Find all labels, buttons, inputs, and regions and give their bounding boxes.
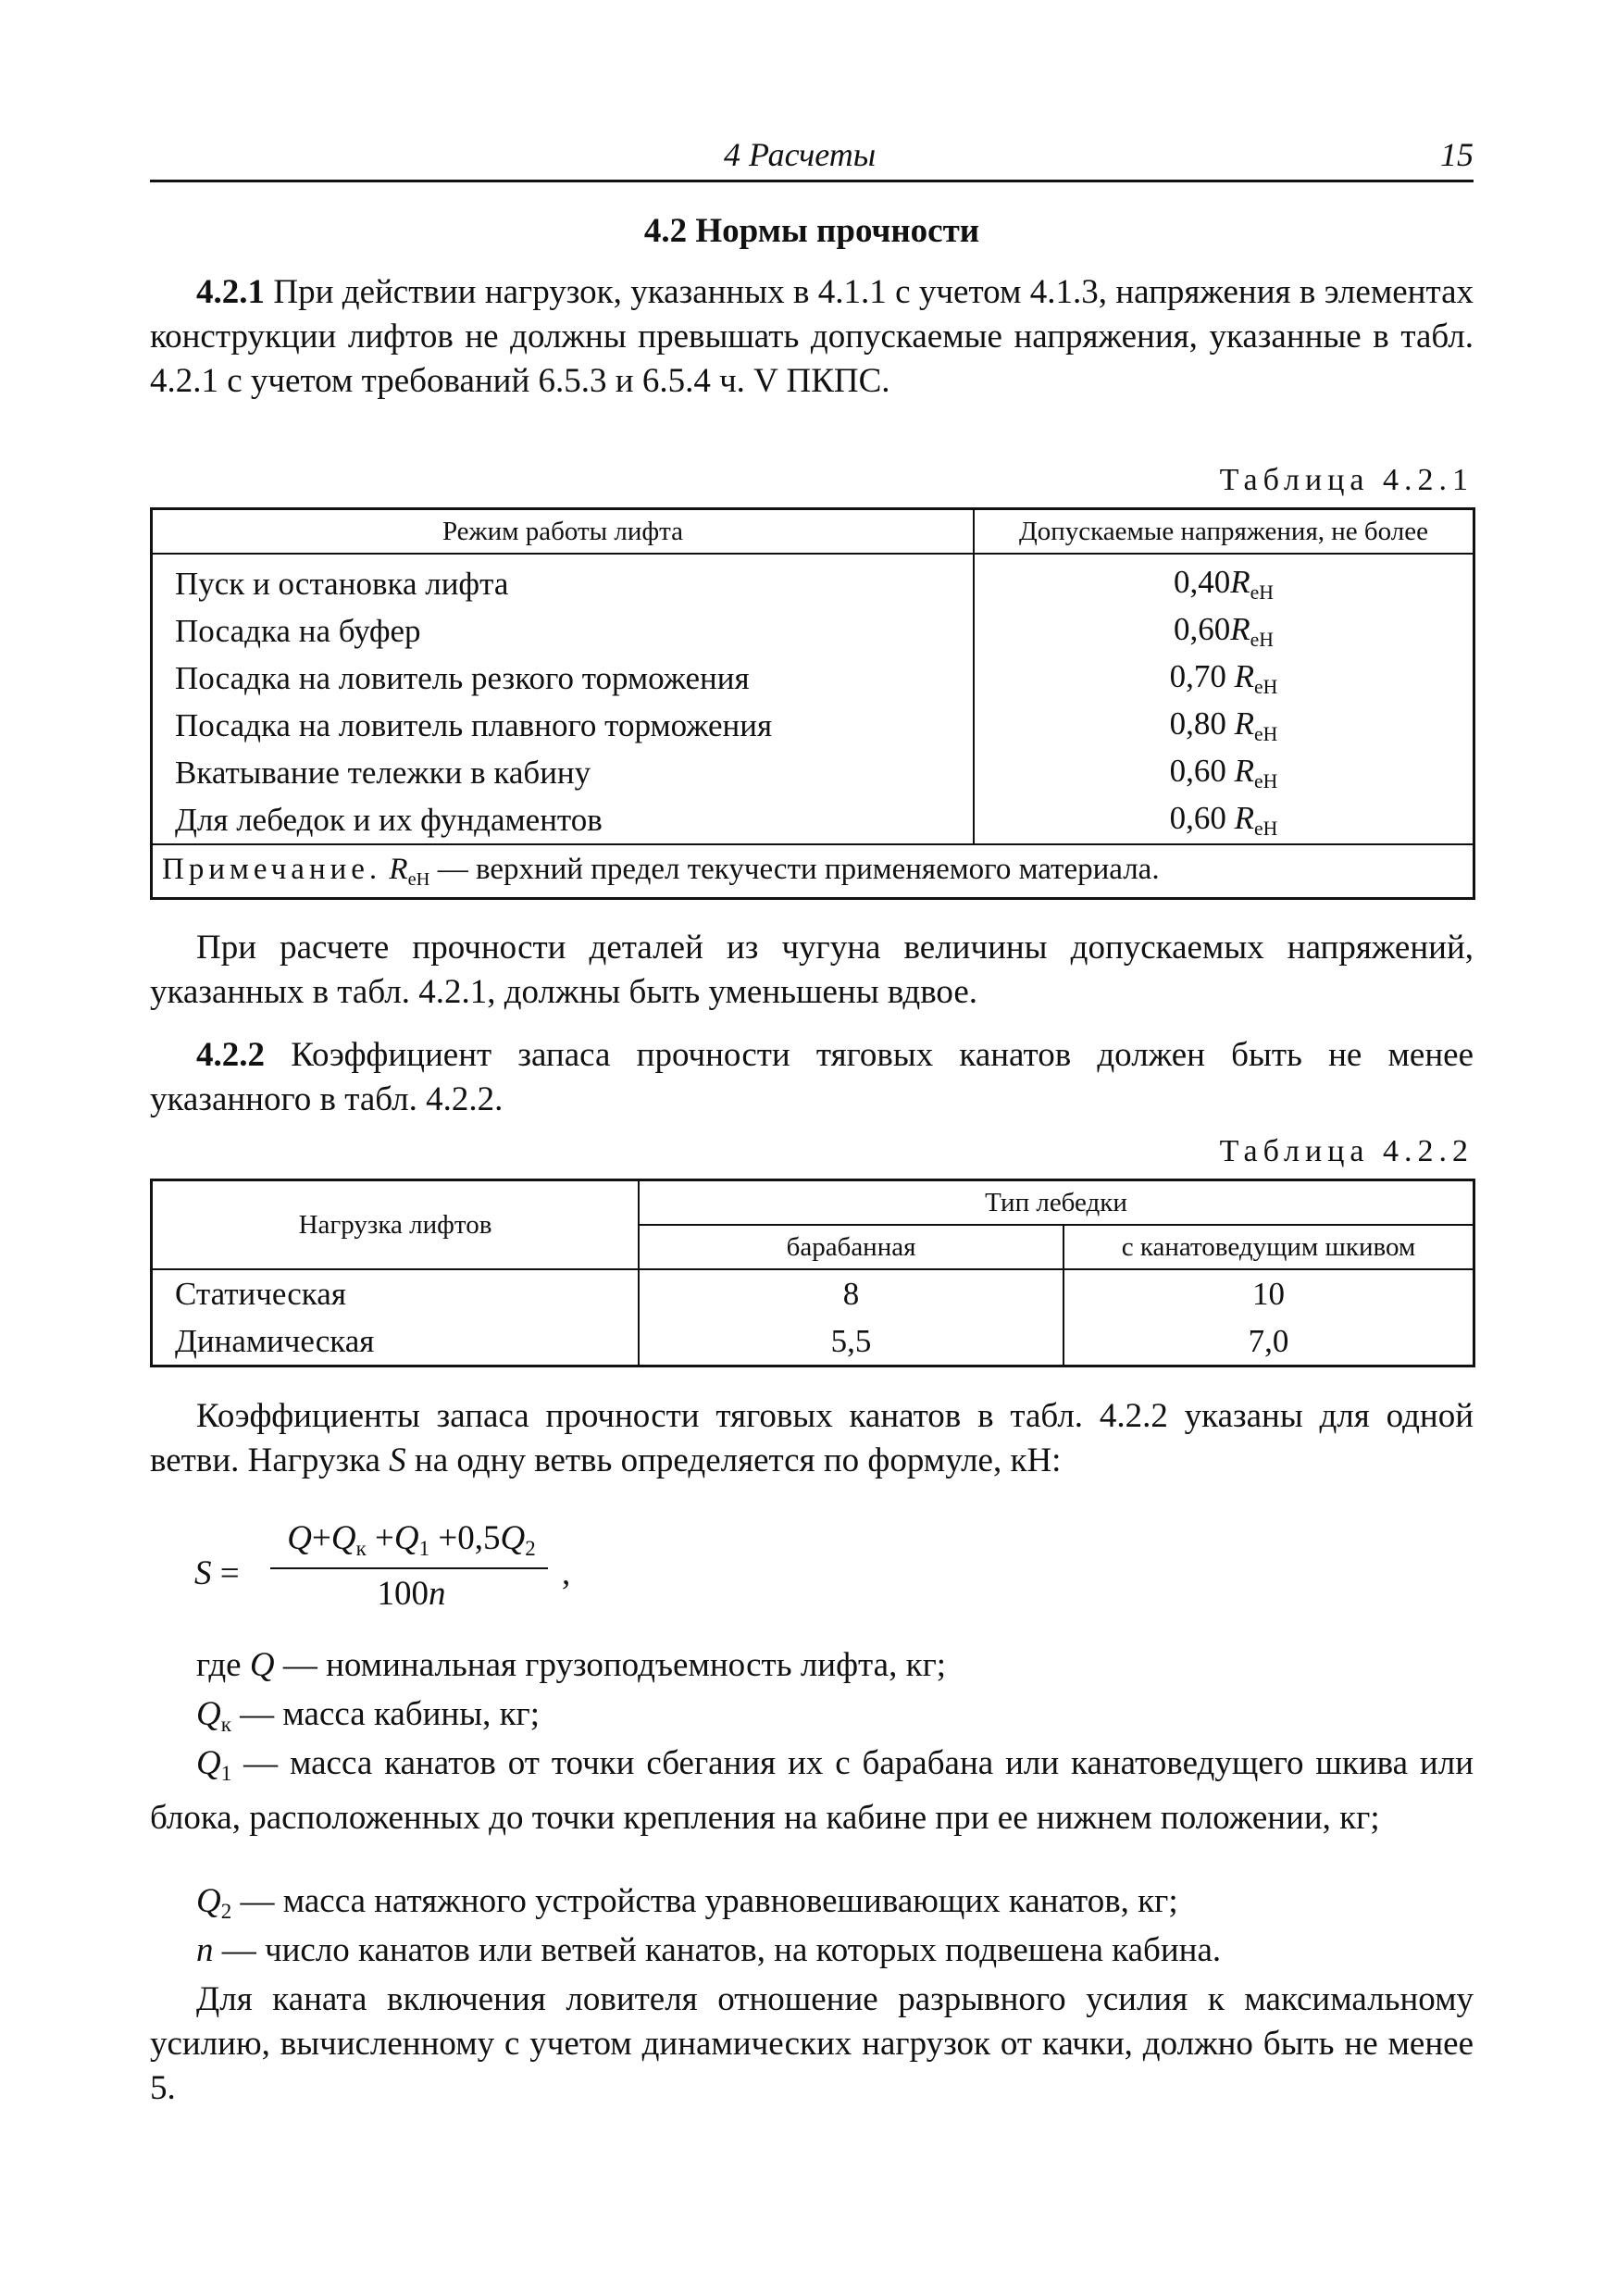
- table-row: [152, 749, 1474, 796]
- paragraph-cast-iron: При расчете прочности деталей из чугуна величины допускаемых напряжений, указанных в табл. 4.2.1, должны быть уменьшены вдвое.: [150, 929, 1474, 1011]
- table-row: [152, 655, 1474, 702]
- header-rule: [150, 180, 1474, 182]
- cell-mode: Вкатывание тележки в кабину: [152, 749, 975, 796]
- section-title: 4.2 Нормы прочности: [643, 212, 980, 250]
- column-header-mode: Режим работы лифта: [152, 509, 975, 555]
- table-4-2-1: [150, 507, 1475, 900]
- paragraph-coefficients: Коэффициенты запаса прочности тяговых канатов в табл. 4.2.2 указаны для одной ветви. Нагрузка S на одну ветвь определяется по формуле, кН:: [150, 1397, 1474, 1479]
- cell-stress: 0,60 $R_{eH}$: [974, 796, 1474, 844]
- table-note: Примечание. $R_{eH}$ — верхний предел текучести применяемого материала.: [152, 844, 1474, 899]
- table-caption-4-2-2: Таблица 4.2.2: [1219, 1134, 1474, 1168]
- table-row: [152, 1269, 1474, 1317]
- paragraph-final: Для каната включения ловителя отношение разрывного усилия к максимальному усилию, вычисленному с учетом динамических нагрузок от качки, должно быть не менее 5.: [150, 1980, 1474, 2107]
- cell-drum: 5,5: [639, 1317, 1063, 1366]
- cell-stress: 0,80 $R_{eH}$: [974, 702, 1474, 749]
- cell-stress: $0,60R_{eH}$: [974, 607, 1474, 655]
- column-header-stress: Допускаемые напряжения, не более: [974, 509, 1474, 555]
- table-row: [152, 607, 1474, 655]
- table-row: [152, 1317, 1474, 1366]
- cell-load: Динамическая: [152, 1317, 640, 1366]
- cell-mode: Посадка на ловитель плавного торможения: [152, 702, 975, 749]
- running-head-section: 4 Расчеты: [724, 136, 877, 173]
- formula-denominator: 100n: [377, 1575, 446, 1613]
- cell-load: Статическая: [152, 1269, 640, 1317]
- table-note-row: [152, 844, 1474, 899]
- page-number: 15: [1440, 136, 1474, 173]
- definition-q2: $Q_2$ — масса натяжного устройства уравновешивающих канатов, кг;: [196, 1882, 1178, 1923]
- definition-n: n — число канатов или ветвей канатов, на которых подвешена кабина.: [196, 1931, 1222, 1969]
- clause-number: 4.2.2: [196, 1036, 265, 1074]
- column-header-winch-type: Тип лебедки: [639, 1180, 1474, 1226]
- cell-mode: Посадка на ловитель резкого торможения: [152, 655, 975, 702]
- cell-mode: Пуск и остановка лифта: [152, 554, 975, 607]
- paragraph-text: При действии нагрузок, указанных в 4.1.1 с учетом 4.1.3, напряжения в элементах конструкции лифтов не должны превышать допускаемые напряжения, указанные в табл. 4.2.1 с учетом требований 6.5.3 и 6.5.4 ч. V ПКПС.: [150, 273, 1474, 400]
- definition-q1: $Q_1$ — масса канатов от точки сбегания их с барабана или канатоведущего шкива или блока, расположенных до точки крепления на кабине при ее нижнем положении, кг;: [150, 1744, 1474, 1837]
- cell-stress: 0,60 $R_{eH}$: [974, 749, 1474, 796]
- formula-numerator: $Q+Q_к +Q_1 +0,5Q_2$: [287, 1519, 536, 1560]
- definition-q: где Q — номинальная грузоподъемность лифта, кг;: [196, 1646, 947, 1684]
- table-4-2-2: [150, 1179, 1475, 1367]
- paragraph-text: Коэффициент запаса прочности тяговых канатов должен быть не менее указанного в табл. 4.2.2.: [150, 1036, 1474, 1118]
- table-caption-4-2-1: Таблица 4.2.1: [1219, 463, 1474, 497]
- clause-number: 4.2.1: [196, 273, 265, 311]
- cell-mode: Посадка на буфер: [152, 607, 975, 655]
- symbol-s: S: [389, 1441, 406, 1479]
- fraction-bar: [270, 1567, 548, 1569]
- paragraph-4-2-2: [150, 1033, 1474, 1122]
- formula-lhs: S =: [194, 1554, 240, 1592]
- cell-drum: 8: [639, 1269, 1063, 1317]
- cell-mode: Для лебедок и их фундаментов: [152, 796, 975, 844]
- cell-sheave: 10: [1063, 1269, 1474, 1317]
- column-header-drum: барабанная: [639, 1225, 1063, 1269]
- table-row: [152, 702, 1474, 749]
- running-head: [150, 130, 1474, 181]
- formula-comma: ,: [562, 1554, 571, 1592]
- column-header-sheave: с канатоведущим шкивом: [1063, 1225, 1474, 1269]
- table-row: [152, 796, 1474, 844]
- cell-stress: 0,70 $R_{eH}$: [974, 655, 1474, 702]
- cell-stress: $0,40R_{eH}$: [974, 554, 1474, 607]
- definition-qk: $Q_к$ — масса кабины, кг;: [196, 1695, 540, 1736]
- paragraph-4-2-1: [150, 270, 1474, 404]
- column-header-load: Нагрузка лифтов: [152, 1180, 640, 1270]
- table-row: [152, 554, 1474, 607]
- cell-sheave: 7,0: [1063, 1317, 1474, 1366]
- formula-s: [194, 1518, 657, 1639]
